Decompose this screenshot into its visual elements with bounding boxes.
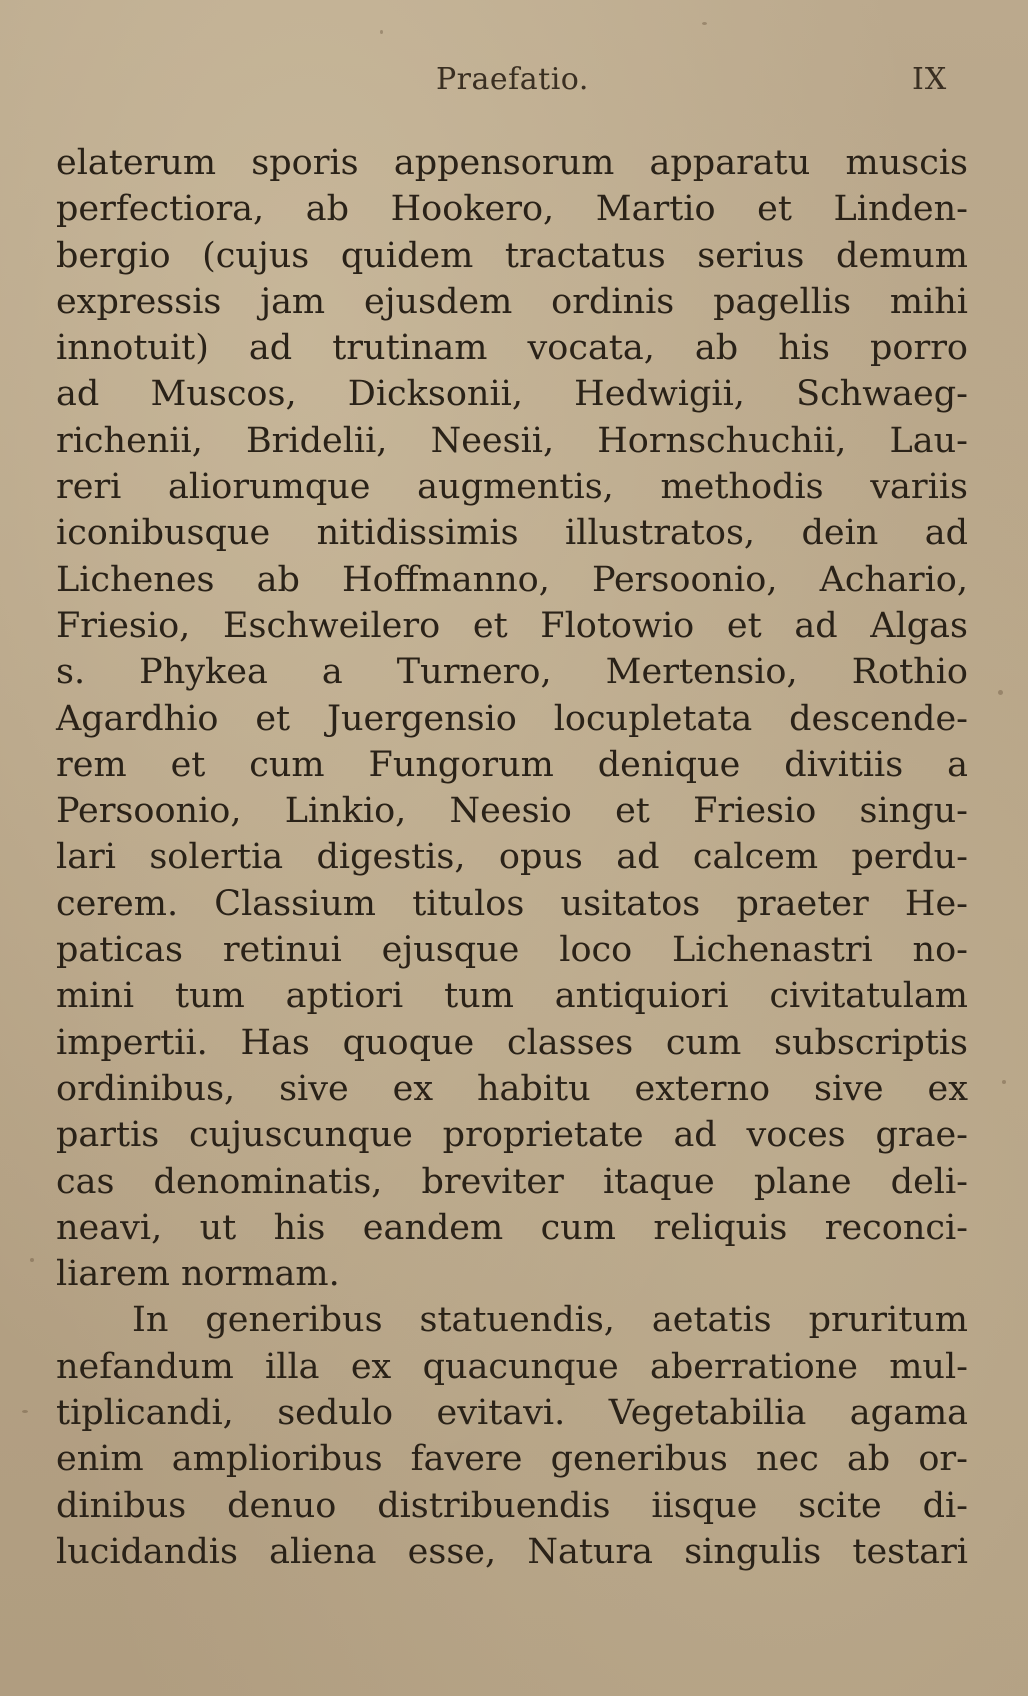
page-number: IX [912,62,948,97]
text-line: rem et cum Fungorum denique divitiis a [56,744,968,785]
text-line: nefandum illa ex quacunque aberratione mul- [56,1346,968,1387]
text-line: s. Phykea a Turnero, Mertensio, Rothio [56,652,968,693]
text-line: innotuit) ad trutinam vocata, ab his porro [56,328,968,369]
text-line: lari solertia digestis, opus ad calcem perdu- [56,837,968,878]
page-header [0,62,1028,106]
text-line: richenii, Bridelii, Neesii, Hornschuchii, Lau- [56,420,968,461]
text-line: lucidandis aliena esse, Natura singulis testari [56,1531,968,1572]
text-line: Agardhio et Juergensio locupletata descende- [56,698,968,739]
body-text [56,140,968,1575]
paper-speck [702,22,707,25]
text-line: expressis jam ejusdem ordinis pagellis mihi [56,281,968,322]
text-line: Friesio, Eschweilero et Flotowio et ad Algas [56,605,968,646]
text-line: impertii. Has quoque classes cum subscriptis [56,1022,968,1063]
text-line: cas denominatis, breviter itaque plane deli- [56,1161,968,1202]
text-line: neavi, ut his eandem cum reliquis reconci- [56,1207,968,1248]
text-line: paticas retinui ejusque loco Lichenastri no- [56,930,968,971]
text-line: partis cujuscunque proprietate ad voces grae- [56,1115,968,1156]
paragraph-start-line: In generibus statuendis, aetatis pruritum [132,1300,968,1341]
text-line: ad Muscos, Dicksonii, Hedwigii, Schwaeg- [56,374,968,415]
paper-speck [380,30,383,34]
text-line: bergio (cujus quidem tractatus serius demum [56,235,968,276]
paragraph-end-line: liarem normam. [56,1254,340,1295]
paper-speck [22,1410,28,1413]
text-line: dinibus denuo distribuendis iisque scite di- [56,1485,968,1526]
text-line: perfectiora, ab Hookero, Martio et Linden- [56,189,968,230]
text-line: elaterum sporis appensorum apparatu muscis [56,143,968,183]
paper-speck [30,1258,34,1262]
text-line: reri aliorumque augmentis, methodis variis [56,467,968,508]
text-line: cerem. Classium titulos usitatos praeter He- [56,883,968,924]
paper-speck [998,690,1003,695]
paper-speck [1002,1080,1006,1084]
text-line: ordinibus, sive ex habitu externo sive ex [56,1068,968,1109]
text-line: iconibusque nitidissimis illustratos, dein ad [56,513,968,554]
running-title: Praefatio. [436,62,589,97]
text-line: Persoonio, Linkio, Neesio et Friesio singu- [56,791,968,832]
text-line: mini tum aptiori tum antiquiori civitatulam [56,976,968,1017]
text-line: Lichenes ab Hoffmanno, Persoonio, Achario, [56,559,968,600]
text-line: tiplicandi, sedulo evitavi. Vegetabilia agama [56,1393,968,1434]
text-line: enim amplioribus favere generibus nec ab or- [56,1439,968,1480]
